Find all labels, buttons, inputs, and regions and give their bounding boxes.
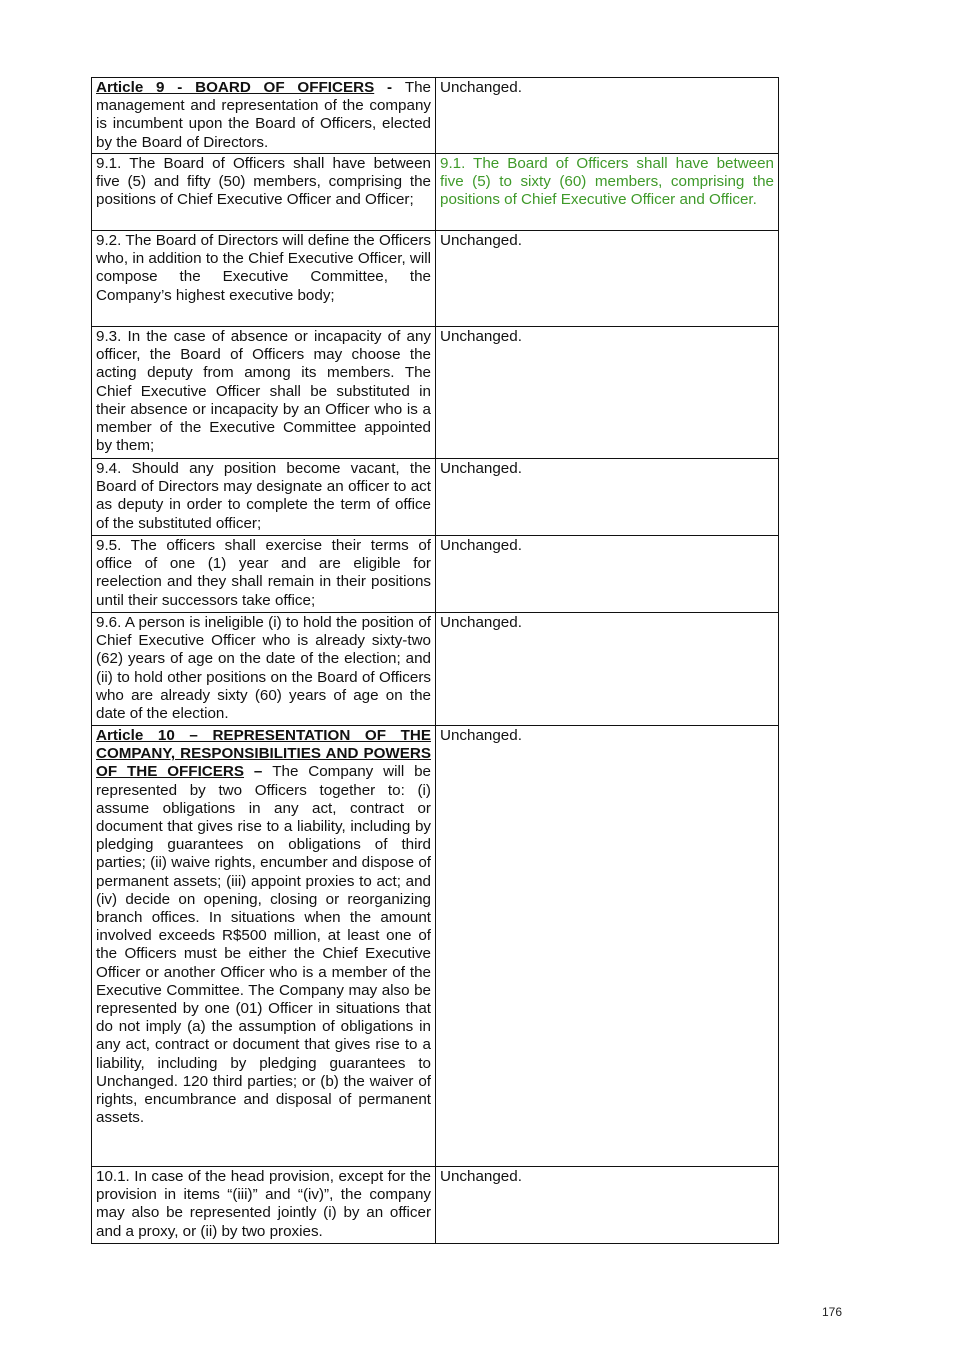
amendment-table: [91, 77, 779, 1244]
proposed-text: Unchanged.: [440, 727, 522, 744]
table-row: [92, 78, 779, 154]
table-row: [92, 154, 779, 231]
current-text-cell: [92, 231, 436, 327]
proposed-text-cell: [436, 231, 779, 327]
clause-text: 9.3. In the case of absence or incapacity of any officer, the Board of Officers may choose the acting deputy from among its members. The Chief Executive Officer shall be substituted in their absence or incapacity by an Officer who is a member of the Executive Committee appointed by them;: [96, 328, 431, 455]
proposed-text-cell: [436, 613, 779, 726]
article-heading: Article 9 - BOARD OF OFFICERS: [96, 79, 375, 96]
proposed-text-cell: [436, 78, 779, 154]
proposed-text-cell: [436, 154, 779, 231]
current-text-cell: [92, 536, 436, 613]
current-text-cell: [92, 154, 436, 231]
current-text-cell: [92, 459, 436, 536]
current-text-cell: [92, 327, 436, 459]
article-heading: Article 10 – REPRESENTATION OF THE COMPANY, RESPONSIBILITIES AND POWERS OF THE OFFICERS: [96, 727, 431, 781]
heading-separator: –: [244, 763, 273, 781]
current-text-cell: [92, 613, 436, 726]
table-row: [92, 1167, 779, 1244]
proposed-text: Unchanged.: [440, 328, 522, 345]
current-text-cell: [92, 1167, 436, 1244]
page-number: 176: [822, 1305, 843, 1319]
clause-text: 9.4. Should any position become vacant, the Board of Directors may designate an officer to act as deputy in order to complete the term of office of the substituted officer;: [96, 460, 431, 532]
clause-text: 9.6. A person is ineligible (i) to hold the position of Chief Executive Officer who is already sixty-two (62) years of age on the date of the election; and (ii) to hold other positions on the Board of Officers who are already sixty (60) years of age on the date of the election.: [96, 614, 431, 723]
clause-text: 10.1. In case of the head provision, except for the provision in items “(iii)” and “(iv)”, the company may also be represented jointly (i) by an officer and a proxy, or (ii) by two proxies.: [96, 1168, 431, 1240]
proposed-text: Unchanged.: [440, 79, 522, 96]
proposed-text: Unchanged.: [440, 614, 522, 631]
proposed-text-cell: [436, 726, 779, 1167]
proposed-text-cell: [436, 536, 779, 613]
proposed-text: Unchanged.: [440, 232, 522, 249]
table-row: [92, 726, 779, 1167]
proposed-text-changed: 9.1. The Board of Officers shall have between five (5) to sixty (60) members, comprising the positions of Chief Executive Officer and Officer.: [440, 155, 774, 209]
proposed-text: Unchanged.: [440, 537, 522, 554]
proposed-text: Unchanged.: [440, 1168, 522, 1185]
table-row: [92, 327, 779, 459]
clause-text: 9.2. The Board of Directors will define the Officers who, in addition to the Chief Executive Officer, will compose the Executive Committee, the Company’s highest executive body;: [96, 232, 431, 304]
table-row: [92, 459, 779, 536]
clause-text: The Company will be represented by two Officers together to: (i) assume obligations in any act, contract or document that gives rise to a liability, including by pledging guarantees on obligations of third parties; (ii) waive rights, encumber and dispose of permanent assets; (iii) appoint proxies to act; and (iv) decide on opening, closing or reorganizing branch offices. In situations when the amount involved exceeds R$500 million, at least one of the Officers must be either the Chief Executive Officer or another Officer who is a member of the Executive Committee. The Company may also be represented by one (01) Officer in situations that do not imply (a) the assumption of obligations in any act, contract or document that gives rise to a liability, including by pledging guarantees to Unchanged. 120 third parties; or (b) the waiver of rights, encumbrance and disposal of permanent assets.: [96, 763, 432, 1127]
proposed-text-cell: [436, 327, 779, 459]
current-text-cell: [92, 726, 436, 1167]
current-text-cell: [92, 78, 436, 154]
table-row: [92, 613, 779, 726]
proposed-text: Unchanged.: [440, 460, 522, 477]
heading-separator: -: [374, 79, 405, 96]
clause-text: 9.1. The Board of Officers shall have between five (5) and fifty (50) members, comprising the positions of Chief Executive Officer and Officer;: [96, 155, 431, 209]
clause-text: The management and representation of the company is incumbent upon the Board of Officers, elected by the Board of Directors.: [96, 79, 431, 151]
clause-text: 9.5. The officers shall exercise their terms of office of one (1) year and are eligible for reelection and they shall remain in their positions until their successors take office;: [96, 537, 431, 609]
table-row: [92, 536, 779, 613]
proposed-text-cell: [436, 1167, 779, 1244]
table-row: [92, 231, 779, 327]
proposed-text-cell: [436, 459, 779, 536]
